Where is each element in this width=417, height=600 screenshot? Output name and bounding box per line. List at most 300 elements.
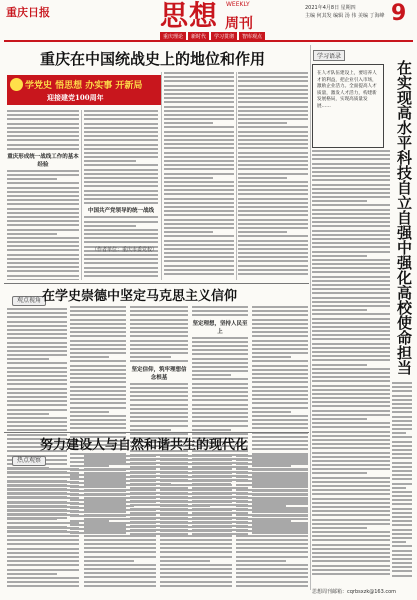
text-line [164, 143, 234, 145]
text-line [84, 237, 158, 239]
text-line [70, 415, 126, 417]
text-line [392, 562, 412, 564]
text-line [164, 156, 234, 158]
section-title: 思想 [160, 0, 219, 32]
text-line [7, 203, 79, 205]
text-line [392, 533, 412, 535]
text-line [160, 547, 232, 549]
text-line [7, 333, 67, 335]
text-line [164, 118, 234, 120]
text-line [164, 164, 234, 166]
text-line [70, 386, 126, 388]
text-line [392, 462, 412, 464]
text-line [192, 345, 248, 347]
text-line [164, 101, 234, 103]
text-line [70, 373, 126, 375]
nav-chip[interactable]: 智库观点 [239, 32, 265, 41]
text-line [7, 375, 67, 377]
text-line [238, 244, 308, 246]
text-line [7, 312, 67, 314]
text-line [236, 480, 308, 482]
text-line [238, 122, 287, 124]
text-line [130, 323, 188, 325]
text-line [7, 241, 79, 243]
text-line [238, 139, 308, 141]
text-line [392, 382, 412, 384]
text-line [312, 456, 390, 458]
text-line [392, 566, 412, 568]
text-line [7, 535, 79, 537]
text-line [192, 306, 248, 308]
text-line [7, 468, 79, 470]
text-line [312, 150, 390, 152]
text-line [160, 585, 232, 587]
text-line [312, 276, 390, 278]
text-line [192, 362, 248, 364]
text-line [84, 581, 156, 583]
text-line [7, 127, 79, 129]
text-line [164, 193, 234, 195]
text-line [164, 80, 234, 82]
text-line [236, 568, 308, 570]
text-line [7, 573, 57, 575]
text-line [7, 229, 79, 231]
text-line [236, 476, 308, 478]
text-line [236, 535, 308, 537]
text-line [130, 399, 188, 401]
text-line [160, 556, 232, 558]
text-line [7, 187, 79, 189]
text-line [160, 539, 232, 541]
text-line [84, 585, 156, 587]
banner-subslogan: 迎接建党100周年 [47, 93, 104, 102]
text-line [7, 110, 79, 112]
text-line [84, 522, 156, 524]
text-line [7, 224, 79, 226]
newspaper-logo: 重庆日报 [6, 6, 50, 19]
text-line [252, 377, 308, 379]
text-line [312, 426, 390, 428]
text-line [84, 198, 158, 200]
text-line [312, 313, 390, 315]
text-line [7, 245, 79, 247]
text-line [252, 444, 308, 446]
text-line [84, 164, 158, 166]
text-line [312, 393, 390, 395]
text-line [392, 545, 412, 547]
text-line [7, 417, 67, 419]
text-line [160, 530, 232, 532]
text-line [160, 493, 232, 495]
text-line [312, 464, 390, 466]
article-column [392, 382, 412, 582]
text-line [192, 395, 248, 397]
text-line [84, 547, 156, 549]
text-line [312, 171, 390, 173]
text-line [312, 385, 390, 387]
text-line [392, 524, 412, 526]
text-line [84, 233, 158, 235]
text-line [236, 539, 308, 541]
text-line [238, 181, 308, 183]
text-line [7, 371, 67, 373]
text-line [84, 472, 156, 474]
text-line [236, 497, 308, 499]
text-line [312, 565, 390, 567]
text-line [7, 118, 79, 120]
text-line [84, 127, 158, 129]
text-line [238, 189, 308, 191]
text-line [7, 581, 79, 583]
text-line [130, 340, 188, 342]
text-line [312, 514, 390, 516]
sidebar-tag: 学习语录 [313, 50, 345, 61]
text-line [192, 378, 248, 380]
text-line [392, 399, 412, 401]
text-line [312, 376, 390, 378]
text-line [7, 556, 79, 558]
text-line [392, 428, 412, 430]
text-line [252, 394, 308, 396]
text-line [7, 522, 79, 524]
section-rule [4, 432, 309, 433]
text-line [392, 445, 412, 447]
text-line [164, 177, 213, 179]
text-line [252, 331, 308, 333]
text-line [192, 404, 248, 406]
text-line [312, 531, 390, 533]
text-line [236, 509, 308, 511]
text-line [238, 173, 308, 175]
text-line [7, 148, 79, 150]
text-line [312, 489, 390, 491]
text-line [84, 539, 156, 541]
text-line [238, 101, 308, 103]
text-line [84, 480, 156, 482]
quote-sidebar [312, 64, 384, 148]
text-line [160, 551, 232, 553]
text-line [312, 234, 390, 236]
text-line [312, 569, 390, 571]
text-line [312, 242, 390, 244]
text-line [70, 356, 109, 358]
text-line [312, 238, 390, 240]
text-line [236, 556, 308, 558]
text-line [312, 397, 390, 399]
text-line [312, 498, 390, 500]
text-line [238, 156, 308, 158]
text-line [392, 558, 412, 560]
issue-date: 2021年4月8日 星期四 [305, 5, 356, 11]
text-line [7, 208, 79, 210]
text-line [192, 370, 248, 372]
text-line [238, 219, 308, 221]
text-line [164, 181, 234, 183]
text-line [392, 386, 412, 388]
text-line [164, 269, 234, 271]
text-line [7, 144, 79, 146]
article-column [238, 72, 308, 280]
text-line [392, 478, 412, 480]
text-line [84, 560, 134, 562]
text-line [238, 160, 308, 162]
text-line [84, 564, 156, 566]
text-line [252, 323, 308, 325]
text-line [164, 273, 234, 275]
text-line [130, 306, 188, 308]
text-line [84, 144, 158, 146]
text-line [252, 344, 308, 346]
text-line [312, 292, 390, 294]
text-line [238, 106, 308, 108]
text-line [130, 352, 188, 354]
text-line [312, 539, 390, 541]
text-line [192, 353, 248, 355]
text-line [70, 398, 126, 400]
text-line [312, 552, 390, 554]
text-line [164, 189, 234, 191]
text-line [164, 126, 234, 128]
text-line [84, 568, 156, 570]
text-line [252, 381, 308, 383]
text-line [238, 135, 308, 137]
text-line [84, 221, 158, 223]
text-line [392, 457, 412, 459]
text-line [312, 527, 367, 529]
text-line [160, 560, 210, 562]
text-line [70, 369, 126, 371]
text-line [7, 220, 79, 222]
text-line [164, 168, 234, 170]
text-line [312, 158, 390, 160]
text-line [7, 527, 79, 529]
text-line [130, 327, 188, 329]
text-line [236, 455, 308, 457]
masthead [0, 0, 417, 40]
text-line [84, 194, 158, 196]
text-line [130, 344, 188, 346]
text-line [238, 273, 308, 275]
text-line [252, 390, 308, 392]
text-line [84, 181, 158, 183]
text-line [84, 173, 158, 175]
text-line [84, 493, 156, 495]
text-line [312, 422, 390, 424]
text-line [130, 429, 171, 431]
text-line [312, 439, 390, 441]
text-line [312, 556, 390, 558]
text-line [252, 415, 308, 417]
text-line [7, 170, 79, 172]
article-column [312, 150, 390, 582]
text-line [164, 214, 234, 216]
text-line [7, 367, 67, 369]
text-line [70, 360, 126, 362]
text-line [164, 210, 234, 212]
text-line [312, 481, 390, 483]
text-line [164, 97, 234, 99]
text-line [312, 338, 390, 340]
text-line [392, 432, 406, 434]
text-line [7, 552, 79, 554]
text-line [392, 395, 412, 397]
column-divider [161, 72, 162, 280]
text-line [160, 489, 232, 491]
text-line [252, 310, 308, 312]
text-line [238, 114, 308, 116]
text-line [164, 235, 234, 237]
text-line [70, 390, 126, 392]
text-line [7, 174, 79, 176]
text-line [238, 235, 308, 237]
text-line [70, 310, 126, 312]
nav-chip[interactable]: 新时代 [188, 32, 209, 41]
text-line [7, 254, 79, 256]
text-line [312, 351, 390, 353]
text-line [164, 265, 234, 267]
text-line [164, 198, 234, 200]
text-line [238, 206, 308, 208]
text-line [238, 193, 308, 195]
text-line [238, 223, 308, 225]
author-note: （作者单位：重庆市委党校） [92, 247, 158, 253]
text-line [70, 423, 126, 425]
text-line [160, 518, 232, 520]
text-line [192, 416, 248, 418]
text-line [312, 485, 390, 487]
text-line [130, 408, 188, 410]
text-line [70, 365, 126, 367]
text-line [164, 110, 234, 112]
text-line [7, 400, 67, 402]
text-line [7, 216, 79, 218]
article-column [164, 72, 234, 280]
article-column [160, 455, 232, 593]
text-line [164, 160, 234, 162]
text-line [70, 327, 126, 329]
text-line [164, 139, 234, 141]
text-line [236, 484, 308, 486]
text-line [84, 530, 156, 532]
text-line [312, 389, 390, 391]
text-line [312, 221, 390, 223]
text-line [312, 288, 390, 290]
text-line [7, 543, 79, 545]
section-tag: 观点视角 [12, 296, 46, 306]
editor-credits: 主编 何其发 编辑 汤 伟 美编 丁海峰 [305, 13, 385, 19]
text-line [252, 373, 308, 375]
text-line [164, 173, 234, 175]
text-line [392, 390, 412, 392]
text-line [312, 405, 390, 407]
text-line [84, 468, 156, 470]
text-line [392, 554, 412, 556]
text-line [312, 372, 390, 374]
text-line [252, 327, 308, 329]
text-line [236, 551, 308, 553]
text-line [7, 560, 79, 562]
text-line [312, 506, 390, 508]
text-line [130, 314, 188, 316]
text-line [84, 202, 158, 204]
text-line [70, 411, 109, 413]
text-line [392, 550, 412, 552]
text-line [312, 460, 390, 462]
text-line [7, 249, 79, 251]
text-line [160, 480, 232, 482]
text-line [392, 503, 412, 505]
text-line [70, 340, 126, 342]
text-line [160, 526, 232, 528]
text-line [130, 416, 188, 418]
text-line [238, 269, 308, 271]
page-number: 9 [391, 1, 407, 26]
text-line [7, 321, 67, 323]
text-line [84, 185, 158, 187]
nav-chip[interactable]: 重庆理论 [160, 32, 186, 41]
text-line [236, 501, 308, 503]
text-line [238, 72, 308, 74]
text-line [192, 412, 248, 414]
text-line [84, 551, 156, 553]
text-line [312, 510, 390, 512]
text-line [192, 399, 248, 401]
text-line [130, 360, 188, 362]
text-line [84, 572, 156, 574]
text-line [70, 427, 126, 429]
nav-chip[interactable]: 学习贯彻 [211, 32, 237, 41]
text-line [252, 440, 308, 442]
text-line [7, 342, 67, 344]
text-line [164, 152, 234, 154]
text-line [236, 522, 308, 524]
text-line [164, 244, 234, 246]
column-divider [236, 72, 237, 280]
text-line [84, 225, 136, 227]
text-line [84, 177, 158, 179]
text-line [238, 252, 308, 254]
text-line [236, 514, 308, 516]
text-line [164, 76, 234, 78]
text-line [70, 314, 126, 316]
text-line [130, 425, 188, 427]
text-line [236, 463, 308, 465]
text-line [7, 212, 79, 214]
text-line [392, 516, 412, 518]
text-line [312, 179, 390, 181]
text-line [238, 76, 308, 78]
text-line [312, 523, 390, 525]
text-line [7, 425, 67, 427]
text-line [252, 386, 308, 388]
text-line [192, 358, 248, 360]
text-line [312, 175, 390, 177]
text-line [312, 255, 367, 257]
text-line [160, 522, 232, 524]
text-line [84, 526, 156, 528]
text-line [392, 570, 412, 572]
text-line [7, 481, 79, 483]
text-line [160, 505, 210, 507]
text-line [7, 518, 57, 520]
text-line [7, 350, 67, 352]
text-line [312, 251, 390, 253]
column-divider [81, 110, 82, 280]
text-line [252, 306, 308, 308]
text-line [70, 344, 126, 346]
text-line [164, 252, 234, 254]
text-line [164, 122, 213, 124]
